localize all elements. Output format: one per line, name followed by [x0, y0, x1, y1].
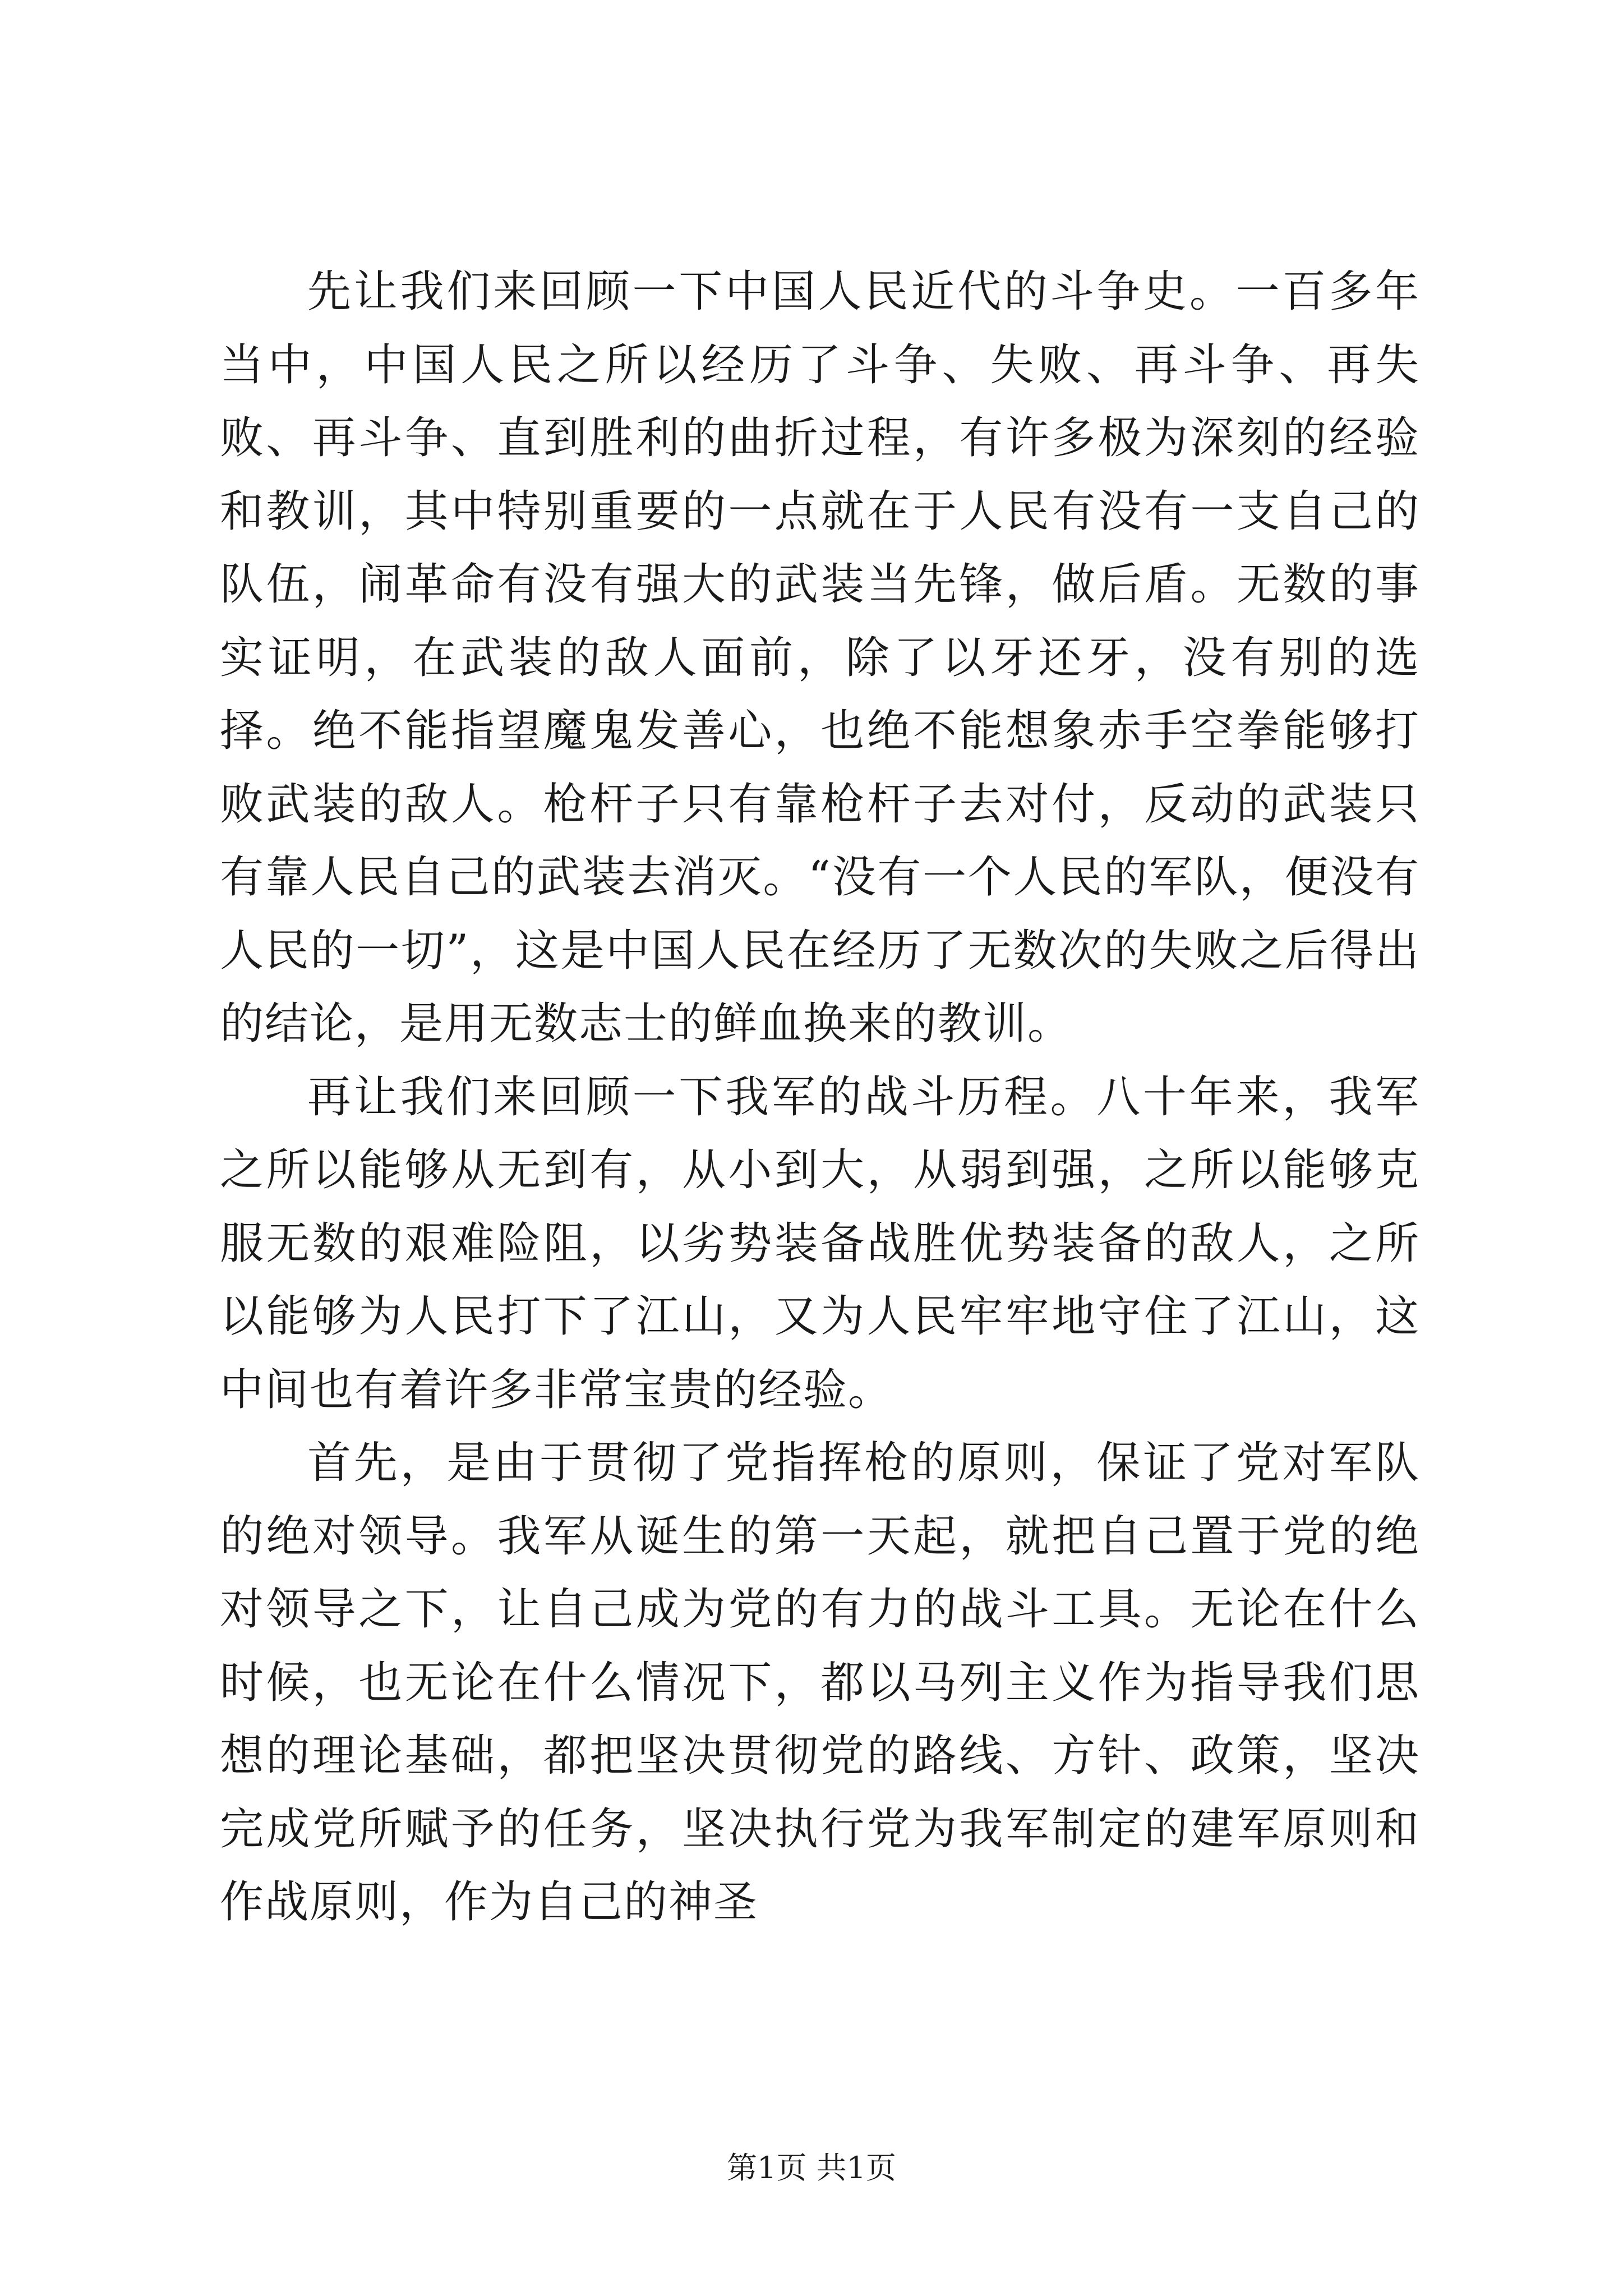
document-body [220, 255, 1420, 1939]
paragraph-3: 首先，是由于贯彻了党指挥枪的原则，保证了党对军队的绝对领导。我军从诞生的第一天起，就把自己置于党的绝对领导之下，让自己成为党的有力的战斗工具。无论在什么时候，也无论在什么情况下，都以马列主义作为指导我们思想的理论基础，都把坚决贯彻党的路线、方针、政策，坚决完成党所赋予的任务，坚决执行党为我军制定的建军原则和作战原则，作为自己的神圣 [220, 1438, 1420, 1927]
paragraph-1: 先让我们来回顾一下中国人民近代的斗争史。一百多年当中，中国人民之所以经历了斗争、失败、再斗争、再失败、再斗争、直到胜利的曲折过程，有许多极为深刻的经验和教训，其中特别重要的一点就在于人民有没有一支自己的队伍，闹革命有没有强大的武装当先锋，做后盾。无数的事实证明，在武装的敌人面前，除了以牙还牙，没有别的选择。绝不能指望魔鬼发善心，也绝不能想象赤手空拳能够打败武装的敌人。枪杆子只有靠枪杆子去对付，反动的武装只有靠人民自己的武装去消灭。“没有一个人民的军队，便没有人民的一切”，这是中国人民在经历了无数次的失败之后得出的结论，是用无数志士的鲜血换来的教训。 [220, 266, 1420, 1049]
page-number-footer: 第1页 共1页 [727, 2150, 896, 2185]
paragraph-2: 再让我们来回顾一下我军的战斗历程。八十年来，我军之所以能够从无到有，从小到大，从弱到强，之所以能够克服无数的艰难险阻，以劣势装备战胜优势装备的敌人，之所以能够为人民打下了江山，又为人民牢牢地守住了江山，这中间也有着许多非常宝贵的经验。 [220, 1071, 1420, 1415]
